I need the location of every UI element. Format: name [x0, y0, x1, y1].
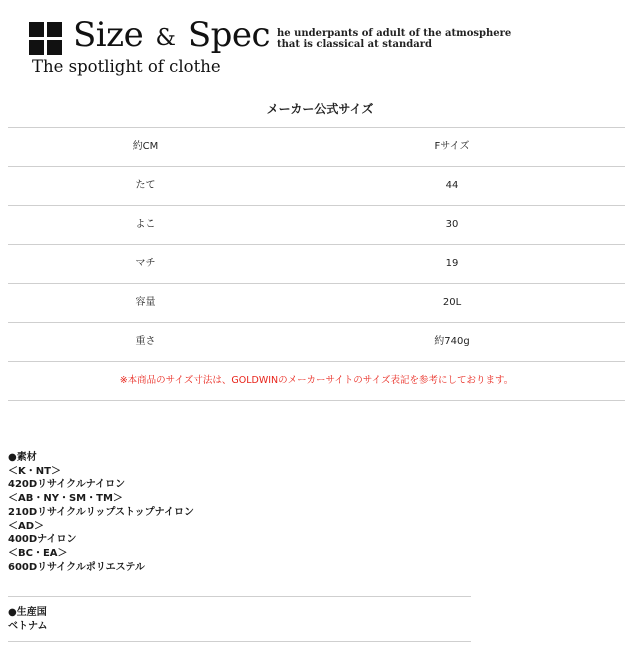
logo-square	[29, 22, 44, 37]
material-line: ＜K・NT＞	[8, 465, 61, 477]
row-label: マチ	[135, 258, 156, 269]
logo-square	[29, 40, 44, 55]
row-value: 19	[445, 258, 459, 269]
brand-title	[73, 14, 270, 60]
brand-tagline	[277, 28, 511, 50]
material-line: 420Dリサイクルナイロン	[8, 479, 126, 491]
tagline-line: that is classical at standard	[277, 39, 432, 50]
row-value: 30	[445, 219, 459, 230]
section-divider	[8, 641, 471, 642]
row-label: 容量	[135, 297, 156, 308]
origin-heading: ●生産国	[8, 607, 47, 618]
header	[0, 0, 640, 86]
origin-value: ベトナム	[8, 621, 48, 632]
size-note: ※本商品のサイズ寸法は、GOLDWINのメーカーサイトのサイズ表記を参考にしております。	[8, 362, 625, 401]
table-row	[8, 206, 625, 245]
material-line: 210Dリサイクルリップストップナイロン	[8, 506, 194, 518]
size-table-header-label: 約CM	[132, 141, 159, 152]
row-label: よこ	[135, 219, 156, 230]
section-divider	[8, 596, 471, 597]
material-line: 400Dナイロン	[8, 534, 77, 546]
row-value: 44	[445, 180, 459, 191]
row-label: 重さ	[135, 336, 156, 347]
table-row	[8, 245, 625, 284]
row-value: 20L	[442, 297, 462, 308]
table-row	[8, 284, 625, 323]
material-line: ＜BC・EA＞	[8, 547, 68, 559]
size-table-header-value: Fサイズ	[434, 141, 470, 152]
brand-word-size: Size	[73, 15, 144, 55]
logo-square	[47, 40, 62, 55]
brand-ampersand: &	[155, 25, 176, 51]
row-label: たて	[135, 180, 156, 191]
table-row	[8, 323, 625, 362]
logo-square	[47, 22, 62, 37]
material-section	[8, 451, 488, 574]
size-table-title: メーカー公式サイズ	[266, 102, 374, 116]
material-heading: ●素材	[8, 452, 37, 463]
tagline-line: he underpants of adult of the atmosphere	[277, 28, 512, 39]
material-line: ＜AB・NY・SM・TM＞	[8, 493, 123, 505]
size-table	[8, 127, 625, 401]
material-line: 600Dリサイクルポリエステル	[8, 561, 145, 573]
brand-word-spec: Spec	[187, 15, 271, 55]
material-line: ＜AD＞	[8, 520, 45, 532]
row-value: 約740g	[434, 336, 470, 347]
brand-subtitle: The spotlight of clothe	[32, 57, 221, 76]
logo-squares-icon	[29, 22, 62, 55]
size-table-header-row	[8, 128, 625, 167]
origin-section	[8, 606, 48, 634]
table-row	[8, 167, 625, 206]
